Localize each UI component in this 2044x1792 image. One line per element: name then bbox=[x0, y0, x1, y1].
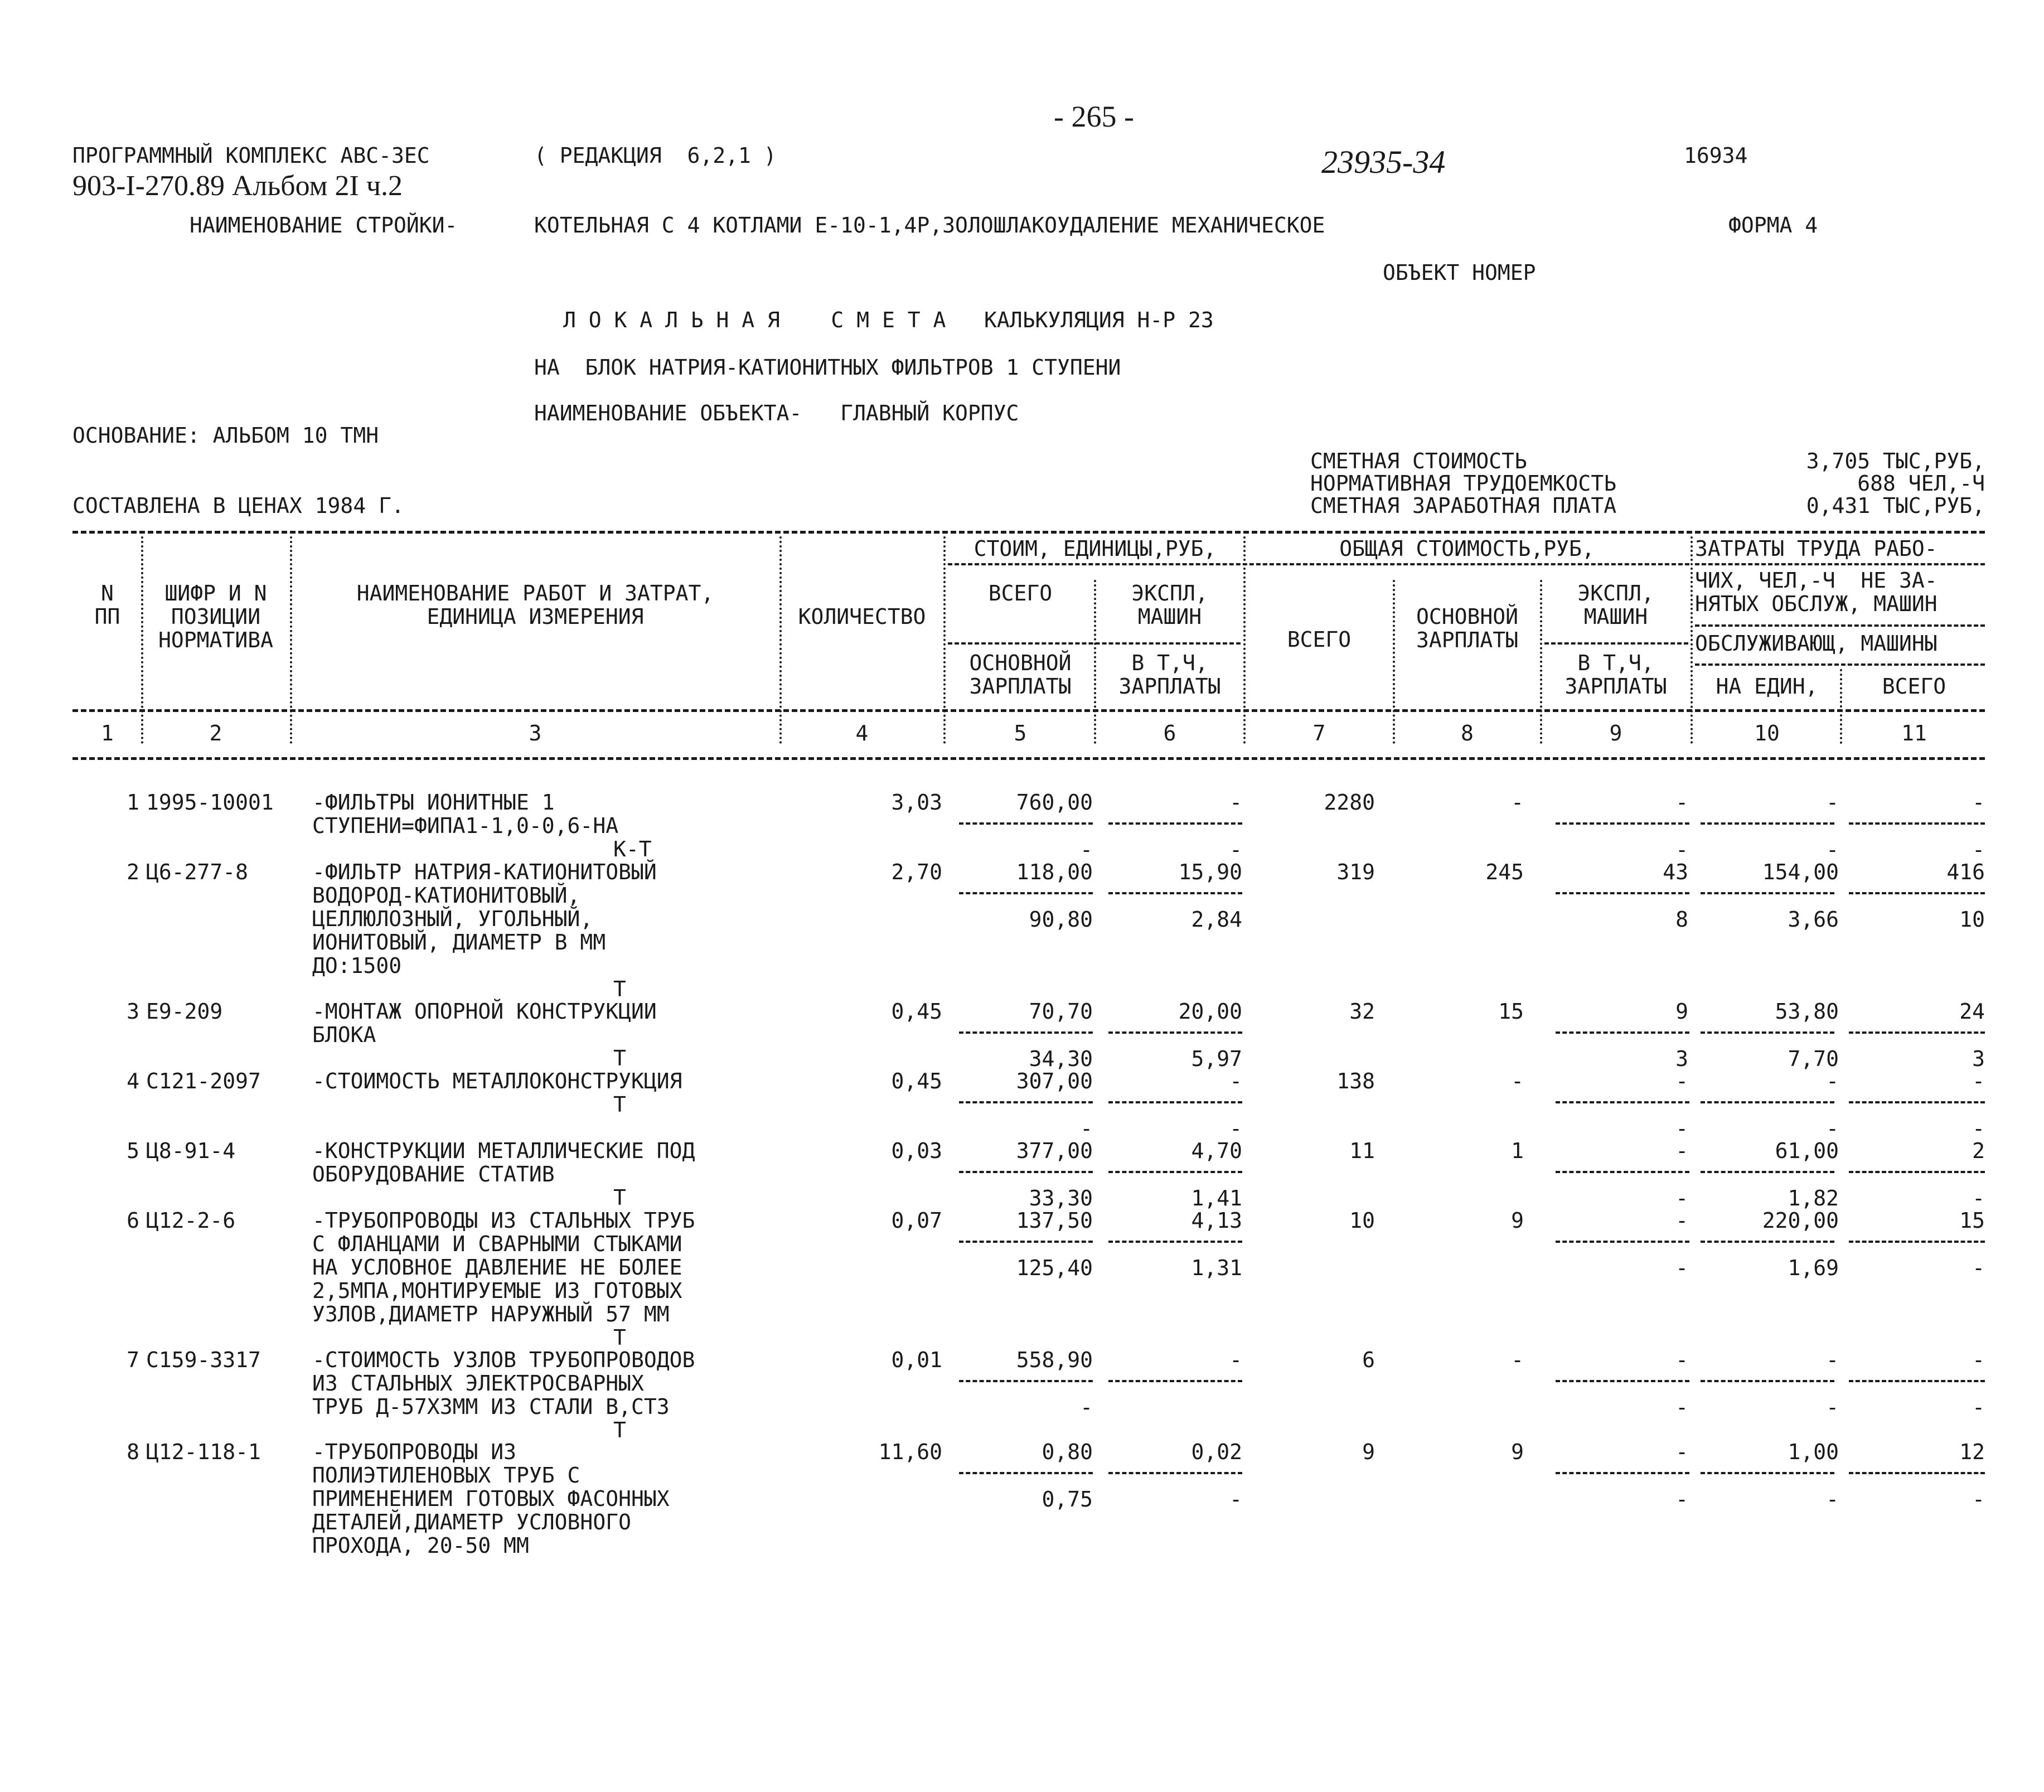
cell-divider bbox=[1849, 1031, 1985, 1034]
row-total-cost: 319 bbox=[1336, 860, 1375, 884]
row-unit-cost-machines: 15,90 bbox=[1178, 860, 1242, 884]
row-description-line: -КОНСТРУКЦИИ МЕТАЛЛИЧЕСКИЕ ПОД bbox=[312, 1139, 695, 1163]
column-number: 6 bbox=[1163, 721, 1176, 745]
cell-divider bbox=[1701, 892, 1834, 894]
column-number: 8 bbox=[1461, 721, 1474, 745]
row-unit-machine-wages: 5,97 bbox=[1191, 1047, 1242, 1071]
row-machine-labor-per-unit: 1,69 bbox=[1788, 1256, 1839, 1280]
row-machine-labor-total: - bbox=[1972, 1256, 1985, 1280]
cell-divider bbox=[1849, 892, 1985, 894]
column-separator bbox=[141, 536, 143, 744]
row-description-line: ПОЛИЭТИЛЕНОВЫХ ТРУБ С bbox=[312, 1463, 580, 1488]
column-separator bbox=[1393, 580, 1395, 744]
row-unit: Т bbox=[613, 977, 626, 1001]
row-number: 7 bbox=[127, 1348, 139, 1372]
row-quantity: 0,45 bbox=[891, 999, 942, 1024]
column-separator bbox=[290, 536, 292, 744]
row-total-machines: - bbox=[1675, 1069, 1688, 1093]
row-total-wages: - bbox=[1511, 1348, 1524, 1372]
row-unit-cost-machines: 0,02 bbox=[1191, 1440, 1242, 1464]
header-group-labor: ЗАТРАТЫ ТРУДА РАБО- bbox=[1695, 536, 1938, 561]
cell-divider bbox=[959, 1031, 1093, 1034]
header-c11: ВСЕГО bbox=[1882, 674, 1946, 699]
column-number: 2 bbox=[209, 721, 222, 745]
row-labor-per-unit: 220,00 bbox=[1762, 1208, 1839, 1233]
summary-label: НОРМАТИВНАЯ ТРУДОЕМКОСТЬ bbox=[1310, 471, 1617, 496]
cell-divider bbox=[1108, 822, 1242, 825]
cell-divider bbox=[959, 892, 1093, 894]
column-separator bbox=[779, 536, 782, 744]
row-machine-wages: - bbox=[1675, 1487, 1688, 1512]
row-machine-labor-per-unit: - bbox=[1826, 1487, 1839, 1512]
header-c6-top: ЭКСПЛ, bbox=[1131, 581, 1208, 606]
row-machine-labor-total: 10 bbox=[1959, 907, 1985, 932]
row-unit-wages: 125,40 bbox=[1016, 1256, 1093, 1280]
row-unit-wages: - bbox=[1080, 1395, 1093, 1420]
cell-divider bbox=[1556, 1031, 1689, 1034]
row-total-cost: 32 bbox=[1349, 999, 1375, 1024]
row-total-cost: 10 bbox=[1349, 1208, 1375, 1233]
cell-divider bbox=[1701, 1241, 1834, 1243]
header-group-total-cost: ОБЩАЯ СТОИМОСТЬ,РУБ, bbox=[1339, 536, 1595, 561]
header-c3: НАИМЕНОВАНИЕ РАБОТ И ЗАТРАТ, bbox=[356, 581, 714, 606]
row-machine-wages: - bbox=[1675, 1116, 1688, 1141]
header-c2: ПОЗИЦИИ bbox=[171, 604, 261, 629]
row-code: С159-3317 bbox=[146, 1348, 261, 1372]
row-number: 1 bbox=[127, 790, 139, 815]
cell-divider bbox=[959, 1101, 1093, 1103]
header-c6-top: МАШИН bbox=[1137, 604, 1202, 629]
row-unit-cost-total: 137,50 bbox=[1016, 1208, 1093, 1233]
cell-divider bbox=[1556, 892, 1689, 894]
row-machine-labor-total: - bbox=[1972, 1186, 1985, 1210]
row-unit-machine-wages: 2,84 bbox=[1191, 907, 1242, 932]
header-subrule bbox=[1695, 563, 1985, 565]
row-labor-total: 15 bbox=[1959, 1208, 1985, 1233]
row-code: 1995-10001 bbox=[146, 790, 274, 815]
row-description-line: -МОНТАЖ ОПОРНОЙ КОНСТРУКЦИИ bbox=[312, 999, 657, 1024]
row-number: 3 bbox=[127, 999, 139, 1024]
row-machine-wages: - bbox=[1675, 1186, 1688, 1210]
table-top-rule bbox=[72, 531, 1985, 534]
header-c9-bottom: В Т,Ч, bbox=[1577, 651, 1654, 675]
row-description-line: -СТОИМОСТЬ УЗЛОВ ТРУБОПРОВОДОВ bbox=[312, 1348, 695, 1372]
summary-label: СМЕТНАЯ СТОИМОСТЬ bbox=[1310, 449, 1527, 473]
row-unit-machine-wages: - bbox=[1229, 1116, 1242, 1141]
row-total-cost: 2280 bbox=[1324, 790, 1375, 815]
row-machine-labor-per-unit: 1,82 bbox=[1788, 1186, 1839, 1210]
album-line: 903-I-270.89 Альбом 2I ч.2 bbox=[72, 170, 403, 202]
header-c2: НОРМАТИВА bbox=[158, 628, 273, 652]
row-labor-total: 12 bbox=[1959, 1440, 1985, 1464]
row-code: Ц8-91-4 bbox=[146, 1139, 236, 1163]
row-labor-total: - bbox=[1972, 1069, 1985, 1093]
revision: ( РЕДАКЦИЯ 6,2,1 ) bbox=[534, 143, 777, 168]
header-c2: ШИФР И N bbox=[164, 581, 267, 606]
header-c7: ВСЕГО bbox=[1287, 627, 1352, 652]
column-separator bbox=[1094, 580, 1096, 744]
row-unit-cost-machines: 4,13 bbox=[1191, 1208, 1242, 1233]
row-total-cost: 138 bbox=[1336, 1069, 1375, 1093]
row-description-line: ОБОРУДОВАНИЕ СТАТИВ bbox=[312, 1162, 555, 1186]
row-total-wages: - bbox=[1511, 1069, 1524, 1093]
row-total-wages: - bbox=[1511, 790, 1524, 815]
row-unit-cost-total: 307,00 bbox=[1016, 1069, 1093, 1093]
program-line: ПРОГРАММНЫЙ КОМПЛЕКС АВС-3ЕС bbox=[72, 143, 430, 168]
row-total-machines: - bbox=[1675, 1139, 1688, 1163]
cell-divider bbox=[1108, 1380, 1242, 1382]
row-description-line: ВОДОРОД-КАТИОНИТОВЫЙ, bbox=[312, 883, 580, 908]
cell-divider bbox=[1108, 1241, 1242, 1243]
row-machine-labor-total: - bbox=[1972, 1116, 1985, 1141]
header-c6-bottom: В Т,Ч, bbox=[1131, 651, 1208, 675]
header-c6-bottom: ЗАРПЛАТЫ bbox=[1118, 674, 1221, 699]
row-machine-labor-total: - bbox=[1972, 1487, 1985, 1512]
row-unit-wages: 90,80 bbox=[1029, 907, 1093, 932]
row-total-wages: 15 bbox=[1498, 999, 1524, 1024]
row-machine-labor-per-unit: - bbox=[1826, 1116, 1839, 1141]
row-unit-wages: 0,75 bbox=[1042, 1487, 1093, 1512]
row-total-machines: - bbox=[1675, 1440, 1688, 1464]
cell-divider bbox=[1108, 1031, 1242, 1034]
row-unit-wages: - bbox=[1080, 1116, 1093, 1141]
row-machine-labor-per-unit: 3,66 bbox=[1788, 907, 1839, 932]
column-number: 10 bbox=[1754, 721, 1780, 745]
row-quantity: 2,70 bbox=[891, 860, 942, 884]
row-number: 6 bbox=[127, 1208, 139, 1233]
row-description-line: ДО:1500 bbox=[312, 953, 402, 978]
row-total-wages: 1 bbox=[1511, 1139, 1524, 1163]
column-separator bbox=[943, 536, 946, 744]
row-unit: К-Т bbox=[613, 837, 652, 861]
row-description-line: -ТРУБОПРОВОДЫ ИЗ bbox=[312, 1440, 517, 1464]
header-c1: ПП bbox=[94, 604, 120, 629]
row-machine-wages: - bbox=[1675, 1256, 1688, 1280]
summary-value: 0,431 ТЫС,РУБ, bbox=[1806, 493, 1985, 518]
cell-divider bbox=[1701, 822, 1834, 825]
row-machine-labor-per-unit: - bbox=[1826, 837, 1839, 862]
cell-divider bbox=[1556, 1171, 1689, 1173]
form-number: ФОРМА 4 bbox=[1728, 213, 1818, 238]
cell-divider bbox=[959, 1380, 1093, 1382]
row-unit-cost-machines: 4,70 bbox=[1191, 1139, 1242, 1163]
row-unit: Т bbox=[613, 1185, 626, 1210]
row-number: 8 bbox=[127, 1440, 139, 1464]
row-machine-wages: 3 bbox=[1675, 1047, 1688, 1071]
header-subrule bbox=[948, 563, 1689, 565]
row-description-line: ДЕТАЛЕЙ,ДИАМЕТР УСЛОВНОГО bbox=[312, 1510, 631, 1534]
cell-divider bbox=[1849, 1101, 1985, 1103]
cell-divider bbox=[1849, 1472, 1985, 1474]
construction-label: НАИМЕНОВАНИЕ СТРОЙКИ- bbox=[190, 213, 458, 238]
row-description-line: 2,5МПА,МОНТИРУЕМЫЕ ИЗ ГОТОВЫХ bbox=[312, 1278, 682, 1303]
column-separator bbox=[1691, 536, 1693, 744]
summary-label: СМЕТНАЯ ЗАРАБОТНАЯ ПЛАТА bbox=[1310, 493, 1617, 518]
cell-divider bbox=[959, 1472, 1093, 1474]
header-c9-top: ЭКСПЛ, bbox=[1577, 581, 1654, 606]
row-machine-labor-total: 3 bbox=[1972, 1047, 1985, 1071]
row-labor-total: 2 bbox=[1972, 1139, 1985, 1163]
cell-divider bbox=[1556, 1472, 1689, 1474]
header-c9-bottom: ЗАРПЛАТЫ bbox=[1565, 674, 1667, 699]
header-c8: ЗАРПЛАТЫ bbox=[1416, 628, 1519, 652]
object-name: НАИМЕНОВАНИЕ ОБЪЕКТА- ГЛАВНЫЙ КОРПУС bbox=[534, 401, 1019, 425]
cell-divider bbox=[1108, 1101, 1242, 1103]
header-labor-sub: ОБСЛУЖИВАЮЩ, МАШИНЫ bbox=[1695, 631, 1938, 656]
row-labor-per-unit: 1,00 bbox=[1788, 1440, 1839, 1464]
header-c9-top: МАШИН bbox=[1583, 604, 1648, 629]
row-description-line: ПРИМЕНЕНИЕМ ГОТОВЫХ ФАСОННЫХ bbox=[312, 1486, 670, 1511]
cell-divider bbox=[1556, 1241, 1689, 1243]
cell-divider bbox=[1108, 1472, 1242, 1474]
column-number: 1 bbox=[101, 721, 114, 745]
row-unit: Т bbox=[613, 1325, 626, 1350]
row-unit-machine-wages: - bbox=[1229, 1487, 1242, 1512]
row-unit-cost-total: 377,00 bbox=[1016, 1139, 1093, 1163]
cell-divider bbox=[1556, 1101, 1689, 1103]
row-quantity: 11,60 bbox=[878, 1440, 942, 1464]
header-c4: КОЛИЧЕСТВО bbox=[798, 604, 926, 629]
header-subrule bbox=[1695, 663, 1985, 666]
row-total-wages: 9 bbox=[1511, 1208, 1524, 1233]
column-number-rule bbox=[72, 757, 1985, 760]
column-separator bbox=[1540, 580, 1542, 744]
cell-divider bbox=[959, 1171, 1093, 1173]
column-number: 4 bbox=[855, 721, 869, 745]
cell-divider bbox=[1701, 1380, 1834, 1382]
object-number: ОБЪЕКТ НОМЕР bbox=[1383, 260, 1536, 285]
row-unit: Т bbox=[613, 1046, 626, 1071]
construction-name: КОТЕЛЬНАЯ С 4 КОТЛАМИ Е-10-1,4Р,ЗОЛОШЛАКОУДАЛЕНИЕ МЕХАНИЧЕСКОЕ bbox=[534, 213, 1325, 238]
cell-divider bbox=[1556, 1380, 1689, 1382]
row-total-wages: 9 bbox=[1511, 1440, 1524, 1464]
row-unit: Т bbox=[613, 1092, 626, 1117]
row-labor-total: - bbox=[1972, 1348, 1985, 1372]
row-code: Е9-209 bbox=[146, 999, 223, 1024]
row-quantity: 0,45 bbox=[891, 1069, 942, 1093]
row-unit-cost-total: 0,80 bbox=[1042, 1440, 1093, 1464]
row-unit-machine-wages: 1,31 bbox=[1191, 1256, 1242, 1280]
row-description-line: -ТРУБОПРОВОДЫ ИЗ СТАЛЬНЫХ ТРУБ bbox=[312, 1208, 695, 1233]
row-number: 2 bbox=[127, 860, 139, 884]
row-description-line: -СТОИМОСТЬ МЕТАЛЛОКОНСТРУКЦИЯ bbox=[312, 1069, 682, 1093]
row-code: С121-2097 bbox=[146, 1069, 261, 1093]
row-unit-machine-wages: - bbox=[1229, 837, 1242, 862]
row-number: 5 bbox=[127, 1139, 139, 1163]
row-description-line: ИЗ СТАЛЬНЫХ ЭЛЕКТРОСВАРНЫХ bbox=[312, 1371, 644, 1396]
summary-value: 3,705 ТЫС,РУБ, bbox=[1806, 449, 1985, 473]
row-labor-per-unit: 53,80 bbox=[1775, 999, 1839, 1024]
cell-divider bbox=[1701, 1031, 1834, 1034]
cell-divider bbox=[1108, 892, 1242, 894]
header-group-labor: НЯТЫХ ОБСЛУЖ, МАШИН bbox=[1695, 592, 1938, 616]
row-description-line: УЗЛОВ,ДИАМЕТР НАРУЖНЫЙ 57 ММ bbox=[312, 1302, 670, 1326]
row-total-machines: - bbox=[1675, 790, 1688, 815]
row-unit-wages: 33,30 bbox=[1029, 1186, 1093, 1210]
row-labor-per-unit: - bbox=[1826, 1069, 1839, 1093]
row-total-cost: 11 bbox=[1349, 1139, 1375, 1163]
row-code: Ц12-118-1 bbox=[146, 1440, 261, 1464]
row-total-wages: 245 bbox=[1485, 860, 1524, 884]
row-description-line: БЛОКА bbox=[312, 1023, 376, 1047]
cell-divider bbox=[1849, 1171, 1985, 1173]
cell-divider bbox=[1556, 822, 1689, 825]
row-total-cost: 9 bbox=[1362, 1440, 1375, 1464]
row-unit-cost-machines: - bbox=[1229, 1069, 1242, 1093]
header-c5-bottom: ЗАРПЛАТЫ bbox=[969, 674, 1072, 699]
row-unit-cost-total: 558,90 bbox=[1016, 1348, 1093, 1372]
row-description-line: НА УСЛОВНОЕ ДАВЛЕНИЕ НЕ БОЛЕЕ bbox=[312, 1255, 682, 1280]
column-number: 11 bbox=[1901, 721, 1927, 745]
header-c8: ОСНОВНОЙ bbox=[1416, 604, 1519, 629]
row-unit-cost-total: 118,00 bbox=[1016, 860, 1093, 884]
row-description-line: -ФИЛЬТРЫ ИОНИТНЫЕ 1 bbox=[312, 790, 555, 815]
column-number: 7 bbox=[1312, 721, 1326, 745]
row-machine-labor-total: - bbox=[1972, 1395, 1985, 1420]
row-number: 4 bbox=[127, 1069, 139, 1093]
row-machine-wages: - bbox=[1675, 837, 1688, 862]
row-labor-total: - bbox=[1972, 790, 1985, 815]
row-total-machines: - bbox=[1675, 1208, 1688, 1233]
row-code: Ц12-2-6 bbox=[146, 1208, 236, 1233]
row-labor-total: 416 bbox=[1946, 860, 1985, 884]
row-unit-cost-machines: - bbox=[1229, 1348, 1242, 1372]
document-subtitle: НА БЛОК НАТРИЯ-КАТИОНИТНЫХ ФИЛЬТРОВ 1 СТУПЕНИ bbox=[534, 355, 1121, 380]
row-description-line: ПРОХОДА, 20-50 ММ bbox=[312, 1533, 529, 1558]
row-unit-cost-total: 70,70 bbox=[1029, 999, 1093, 1024]
header-group-labor: ЧИХ, ЧЕЛ,-Ч НЕ ЗА- bbox=[1695, 568, 1938, 593]
row-unit-cost-machines: 20,00 bbox=[1178, 999, 1242, 1024]
row-unit-wages: 34,30 bbox=[1029, 1047, 1093, 1071]
row-description-line: С ФЛАНЦАМИ И СВАРНЫМИ СТЫКАМИ bbox=[312, 1232, 682, 1256]
basis: ОСНОВАНИЕ: АЛЬБОМ 10 ТМН bbox=[72, 423, 379, 448]
row-machine-wages: - bbox=[1675, 1395, 1688, 1420]
row-total-cost: 6 bbox=[1362, 1348, 1375, 1372]
row-labor-per-unit: - bbox=[1826, 790, 1839, 815]
row-description-line: ИОНИТОВЫЙ, ДИАМЕТР В ММ bbox=[312, 930, 606, 955]
page-number: - 265 - bbox=[1054, 100, 1134, 133]
stamp-code: 23935-34 bbox=[1321, 144, 1446, 180]
cell-divider bbox=[1849, 1241, 1985, 1243]
row-total-machines: - bbox=[1675, 1348, 1688, 1372]
row-quantity: 3,03 bbox=[891, 790, 942, 815]
row-unit-wages: - bbox=[1080, 837, 1093, 862]
document-title: Л О К А Л Ь Н А Я С М Е Т А КАЛЬКУЛЯЦИЯ Н-Р 23 bbox=[563, 308, 1214, 332]
cell-divider bbox=[1701, 1472, 1834, 1474]
column-number: 3 bbox=[529, 721, 542, 745]
row-total-machines: 9 bbox=[1675, 999, 1688, 1024]
header-subrule bbox=[948, 642, 1241, 645]
header-subrule bbox=[1695, 624, 1985, 627]
summary-value: 688 ЧЕЛ,-Ч bbox=[1857, 471, 1985, 496]
column-separator bbox=[1243, 536, 1246, 744]
row-description-line: ЦЕЛЛЮЛОЗНЫЙ, УГОЛЬНЫЙ, bbox=[312, 907, 593, 931]
row-quantity: 0,07 bbox=[891, 1208, 942, 1233]
compiled-prices: СОСТАВЛЕНА В ЦЕНАХ 1984 Г. bbox=[72, 493, 404, 518]
column-number: 9 bbox=[1609, 721, 1622, 745]
row-total-machines: 43 bbox=[1663, 860, 1688, 884]
cell-divider bbox=[1701, 1171, 1834, 1173]
row-unit: Т bbox=[613, 1418, 626, 1442]
row-machine-wages: 8 bbox=[1675, 907, 1688, 932]
row-code: Ц6-277-8 bbox=[146, 860, 249, 884]
cell-divider bbox=[959, 822, 1093, 825]
row-machine-labor-total: - bbox=[1972, 837, 1985, 862]
cell-divider bbox=[1108, 1171, 1242, 1173]
row-labor-per-unit: - bbox=[1826, 1348, 1839, 1372]
row-description-line: -ФИЛЬТР НАТРИЯ-КАТИОНИТОВЫЙ bbox=[312, 860, 657, 884]
row-quantity: 0,03 bbox=[891, 1139, 942, 1163]
header-c5-bottom: ОСНОВНОЙ bbox=[969, 651, 1072, 675]
row-unit-cost-total: 760,00 bbox=[1016, 790, 1093, 815]
row-machine-labor-per-unit: 7,70 bbox=[1788, 1047, 1839, 1071]
header-c1: N bbox=[101, 581, 114, 606]
row-labor-per-unit: 61,00 bbox=[1775, 1139, 1839, 1163]
row-description-line: СТУПЕНИ=ФИПА1-1,0-0,6-НА bbox=[312, 813, 619, 838]
cell-divider bbox=[1849, 1380, 1985, 1382]
row-description-line: ТРУБ Д-57Х3ММ ИЗ СТАЛИ В,СТ3 bbox=[312, 1394, 670, 1419]
header-bottom-rule bbox=[72, 709, 1985, 712]
row-unit-machine-wages: 1,41 bbox=[1191, 1186, 1242, 1210]
header-subrule bbox=[1544, 642, 1688, 645]
cell-divider bbox=[1849, 822, 1985, 825]
column-number: 5 bbox=[1014, 721, 1027, 745]
cell-divider bbox=[959, 1241, 1093, 1243]
row-unit-cost-machines: - bbox=[1229, 790, 1242, 815]
header-c10: НА ЕДИН, bbox=[1716, 674, 1818, 699]
cell-divider bbox=[1701, 1101, 1834, 1103]
column-separator bbox=[1840, 669, 1842, 744]
row-machine-labor-per-unit: - bbox=[1826, 1395, 1839, 1420]
row-labor-total: 24 bbox=[1959, 999, 1985, 1024]
header-group-unit-cost: СТОИМ, ЕДИНИЦЫ,РУБ, bbox=[973, 536, 1217, 561]
row-labor-per-unit: 154,00 bbox=[1762, 860, 1839, 884]
header-c3: ЕДИНИЦА ИЗМЕРЕНИЯ bbox=[427, 604, 644, 629]
doc-number: 16934 bbox=[1684, 143, 1748, 168]
header-c5-top: ВСЕГО bbox=[988, 581, 1053, 606]
row-quantity: 0,01 bbox=[891, 1348, 942, 1372]
